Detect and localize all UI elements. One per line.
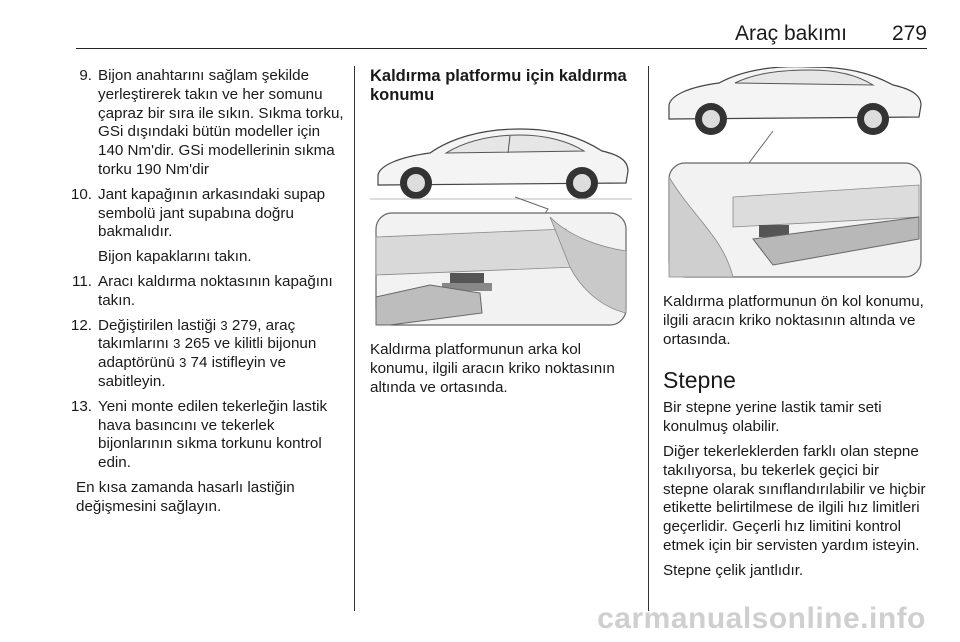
step-number: 10. — [70, 185, 92, 203]
step-text: Jant kapağının arkasındaki supap sembolü jant supabına doğru bakmalıdır. — [98, 185, 326, 241]
page-reference-link[interactable]: 74 — [190, 354, 208, 372]
page-reference-link[interactable]: 265 — [184, 335, 210, 353]
step-10 — [70, 185, 344, 242]
rear-lift-arm-illustration — [370, 117, 632, 327]
front-lift-caption: Kaldırma platformunun ön kol konumu, ilgili aracın kriko noktasının altında ve ortasında. — [663, 293, 924, 348]
step-12 — [70, 316, 344, 392]
spare-paragraph-1: Bir stepne yerine lastik tamir seti konulmuş olabilir. — [663, 399, 882, 436]
section-title: Araç bakımı — [734, 22, 847, 45]
step-13 — [70, 397, 344, 473]
spare-paragraph-3: Stepne çelik jantlıdır. — [663, 561, 804, 579]
step-number: 12. — [70, 316, 92, 334]
column-divider — [648, 66, 649, 611]
page-reference-link[interactable]: 279 — [231, 316, 258, 334]
step-text: Aracı kaldırma noktasının kapağını takın. — [98, 272, 333, 309]
page-header — [76, 22, 927, 49]
step-text: Yeni monte edilen tekerleğin lastik hava basıncını ve tekerlek bijonlarının sıkma torkunu kontrol edin. — [98, 397, 328, 472]
step-number: 9. — [79, 67, 92, 84]
step-9 — [76, 67, 344, 180]
step-11 — [72, 272, 344, 311]
step-text-part: istifleyin ve sabitleyin. — [98, 354, 286, 390]
step-text-part: Değiştirilen lastiği — [98, 316, 221, 334]
section-heading: Kaldırma platformu için kaldırma konumu — [370, 67, 627, 104]
step-text — [98, 317, 344, 392]
column-divider — [354, 66, 355, 611]
column-lift-front-spare — [663, 67, 927, 587]
step-number: 11. — [72, 272, 92, 290]
rear-lift-caption: Kaldırma platformunun arka kol konumu, ilgili aracın kriko noktasının altında ve ortasında. — [370, 341, 615, 396]
column-lift-rear — [370, 67, 632, 403]
cross-reference-icon: 3 — [179, 355, 187, 371]
page-number: 279 — [891, 22, 927, 45]
cross-reference-icon: 3 — [173, 336, 181, 352]
step-10-continuation: Bijon kapaklarını takın. — [98, 248, 252, 266]
column-instructions — [70, 67, 344, 523]
spare-wheel-heading: Stepne — [663, 367, 736, 394]
step-text-part: ve kilitli bijonun adaptörünü — [98, 335, 317, 372]
closing-note: En kısa zamanda hasarlı lastiğin değişmesini sağlayın. — [76, 478, 295, 515]
cross-reference-icon: 3 — [220, 317, 228, 333]
step-text-part: , araç takımlarını — [98, 316, 296, 353]
spare-paragraph-2: Diğer tekerleklerden farklı olan stepne takılıyorsa, bu tekerlek geçici bir stepne olarak sınıflandırılabilir ve hiçbir etikette belirtilmese de ilgili hız limitleri geçerlidir. Geçerli hız limitini kontrol etmek için bir servisten yardım isteyin. — [663, 442, 926, 554]
step-text: Bijon anahtarını sağlam şekilde yerleştirerek takın ve her somunu çapraz bir sıra ile sıkın. Sıkma torku, GSi dışındaki bütün modeller için 140 Nm'dir. GSi modellerinin sıkma torku 190 Nm'dir — [98, 67, 344, 178]
front-lift-arm-illustration — [663, 67, 927, 279]
step-number: 13. — [70, 397, 92, 415]
watermark: carmanualsonline.info — [597, 602, 926, 635]
